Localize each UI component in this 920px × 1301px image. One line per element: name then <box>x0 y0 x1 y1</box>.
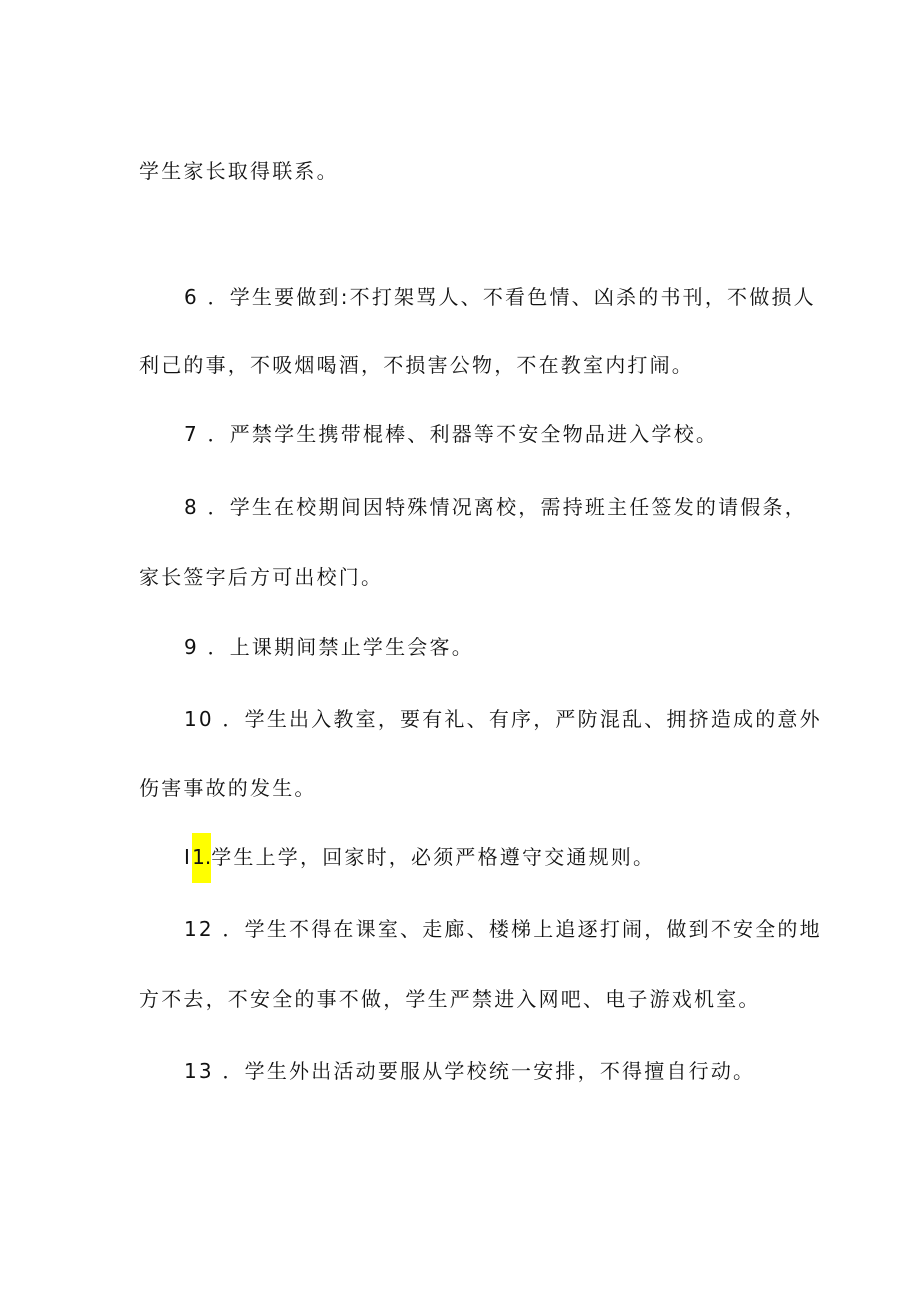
list-item-6 <box>184 283 816 311</box>
item-text: 上课期间禁止学生会客。 <box>229 635 474 659</box>
list-item-11 <box>184 843 655 871</box>
item-number: 12 <box>184 917 214 941</box>
line-text: 家长签字后方可出校门。 <box>139 565 384 589</box>
list-item-7 <box>184 420 718 448</box>
list-item-12 <box>184 915 822 943</box>
line-text: 利己的事，不吸烟喝酒，不损害公物，不在教室内打闹。 <box>139 353 694 377</box>
list-item-8 <box>184 493 807 521</box>
list-item-10 <box>184 705 822 733</box>
item-number: 6 <box>184 285 199 309</box>
item-number: 9 <box>184 635 199 659</box>
item-text: 学生在校期间因特殊情况离校，需持班主任签发的请假条， <box>229 495 807 519</box>
item-separator: ． <box>198 635 230 659</box>
item-number: 8 <box>184 495 199 519</box>
list-item-13 <box>184 1057 755 1085</box>
item-separator: ． <box>213 1059 245 1083</box>
item-text: 学生不得在课室、走廊、楼梯上追逐打闹，做到不安全的地 <box>244 917 822 941</box>
item-separator: ． <box>198 422 230 446</box>
item-separator: ． <box>213 917 245 941</box>
item-text: 学生外出活动要服从学校统一安排，不得擅自行动。 <box>244 1059 756 1083</box>
line-text: 方不去，不安全的事不做，学生严禁进入网吧、电子游戏机室。 <box>139 987 761 1011</box>
item-number: 10 <box>184 707 214 731</box>
line-text: 伤害事故的发生。 <box>139 776 317 800</box>
list-item-9 <box>184 633 474 661</box>
paragraph-line <box>139 157 339 185</box>
paragraph-line <box>139 985 761 1013</box>
item-text: 学生上学，回家时，必须严格遵守交通规则。 <box>211 845 656 869</box>
item-number: 13 <box>184 1059 214 1083</box>
item-separator: ． <box>198 285 230 309</box>
paragraph-line <box>139 774 317 802</box>
item-separator: ． <box>198 495 230 519</box>
item-number-plain: I <box>184 845 193 869</box>
item-separator: ． <box>213 707 245 731</box>
highlighted-number: 1. <box>192 833 211 883</box>
line-text: 学生家长取得联系。 <box>139 159 339 183</box>
item-text: 学生出入教室，要有礼、有序，严防混乱、拥挤造成的意外 <box>244 707 822 731</box>
item-text: 严禁学生携带棍棒、利器等不安全物品进入学校。 <box>229 422 719 446</box>
paragraph-line <box>139 351 694 379</box>
paragraph-line <box>139 563 383 591</box>
item-text: 学生要做到:不打架骂人、不看色情、凶杀的书刊，不做损人 <box>229 285 816 309</box>
item-number: 7 <box>184 422 199 446</box>
